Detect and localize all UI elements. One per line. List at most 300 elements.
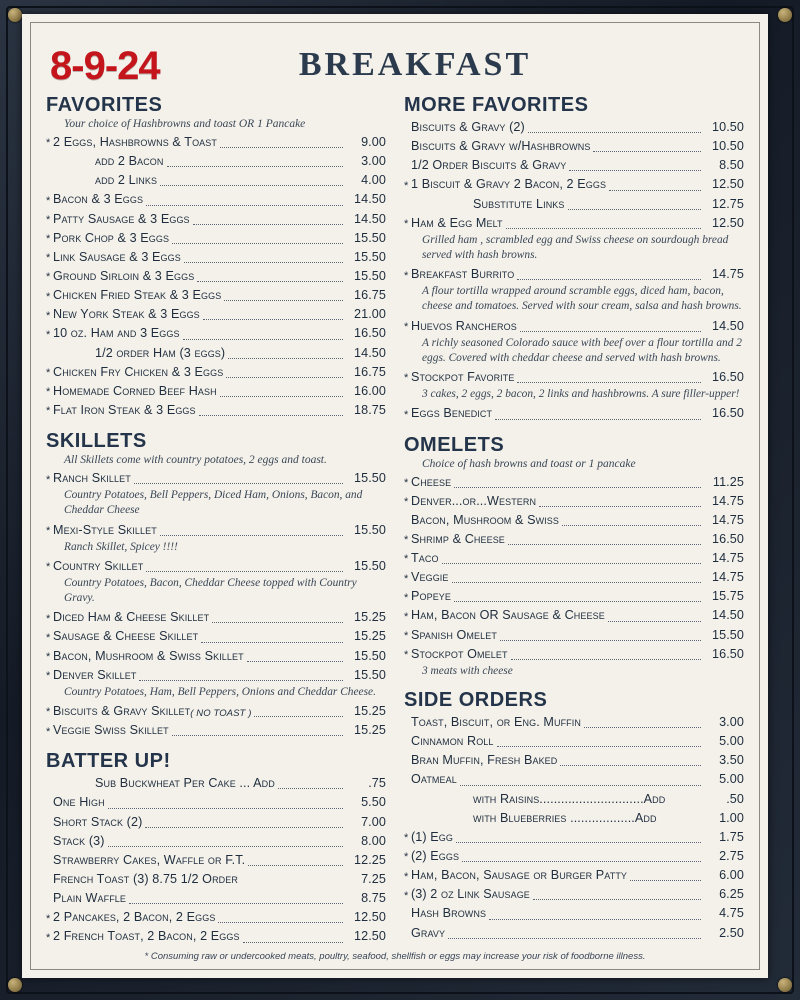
leader-dots: [495, 418, 701, 420]
menu-item-description: A flour tortilla wrapped around scramble eggs, diced ham, bacon, cheese and tomatoes. Served with sour cream, salsa and hash browns.: [422, 285, 742, 313]
asterisk-marker: *: [46, 524, 51, 537]
leader-dots: [108, 807, 343, 809]
leader-dots: [668, 804, 701, 805]
menu-item-name: Country Skillet: [53, 558, 144, 573]
asterisk-marker: *: [46, 473, 51, 486]
menu-item-price: 8.00: [361, 833, 386, 848]
menu-item-name: Bran Muffin, Fresh Baked: [411, 753, 558, 768]
menu-item: [404, 770, 744, 789]
menu-item-price: 8.75: [361, 891, 386, 906]
right-column: [404, 92, 744, 947]
menu-item-price: 16.50: [711, 531, 744, 546]
menu-item-name: Diced Ham & Cheese Skillet: [53, 610, 210, 625]
menu-item: [46, 229, 386, 248]
section-heading-favorites: FAVORITES: [46, 94, 163, 116]
leader-dots: [247, 660, 343, 662]
leader-dots: [520, 330, 701, 332]
menu-item: [46, 793, 386, 812]
menu-item: [404, 317, 744, 336]
menu-item-price: 15.50: [353, 667, 386, 682]
menu-item: [46, 286, 386, 305]
leader-dots: [224, 299, 343, 301]
menu-item: [46, 557, 386, 576]
menu-item-name: Ham, Bacon OR Sausage & Cheese: [411, 608, 605, 623]
leader-dots: [183, 338, 343, 340]
menu-item-description: Ranch Skillet, Spicey !!!!: [64, 540, 178, 553]
menu-item-name: Hash Browns: [411, 906, 487, 921]
menu-columns: [46, 86, 744, 947]
menu-item-price: 4.00: [361, 173, 386, 188]
menu-item-price: 12.50: [353, 910, 386, 925]
page-title: BREAKFAST: [298, 46, 532, 83]
menu-item: [46, 889, 386, 908]
menu-item-name: Chicken Fried Steak & 3 Eggs: [53, 288, 222, 303]
menu-item-price: 15.50: [353, 471, 386, 486]
asterisk-marker: *: [46, 309, 51, 322]
leader-dots: [568, 208, 701, 210]
menu-item-name: 1/2 order Ham (3 eggs): [95, 345, 226, 360]
menu-item: [46, 774, 386, 793]
menu-item: [46, 927, 386, 946]
menu-item-name: New York Steak & 3 Eggs: [53, 307, 200, 322]
menu-item-description: Country Potatoes, Bell Peppers, Diced Ham, Onions, Bacon, and Cheddar Cheese: [64, 489, 363, 517]
menu-item-name: (1) Egg: [411, 829, 453, 844]
menu-item: [46, 666, 386, 685]
menu-item-name: Pork Chop & 3 Eggs: [53, 230, 170, 245]
asterisk-marker: *: [46, 271, 51, 284]
batter-up-list: [46, 774, 386, 946]
leader-dots: [584, 726, 701, 728]
menu-item: [46, 832, 386, 851]
menu-item-name: Shrimp & Cheese: [411, 531, 505, 546]
leader-dots: [160, 534, 343, 536]
menu-item-price: 16.50: [711, 370, 744, 385]
asterisk-marker: *: [46, 561, 51, 574]
menu-item-price: 6.25: [719, 887, 744, 902]
leader-dots: [184, 261, 343, 263]
asterisk-marker: *: [404, 476, 409, 489]
menu-item: [46, 608, 386, 627]
leader-dots: [593, 150, 701, 152]
menu-item-name: Flat Iron Steak & 3 Eggs: [53, 402, 196, 417]
disclaimer-footer: * Consuming raw or undercooked meats, poultry, seafood, shellfish or eggs may increase your risk of foodborne illness.: [144, 951, 646, 962]
omelets-note: Choice of hash browns and toast or 1 pancake: [422, 457, 636, 470]
menu-item-name: Denver Skillet: [53, 667, 137, 682]
menu-item: [404, 751, 744, 770]
left-column: [46, 92, 386, 947]
menu-item: [404, 404, 744, 423]
menu-item-price: 10.50: [711, 139, 744, 154]
menu-item-price: 12.25: [353, 852, 386, 867]
menu-item: [46, 702, 386, 721]
leader-dots: [460, 784, 701, 786]
menu-item-price: 15.50: [353, 558, 386, 573]
menu-item: [404, 809, 744, 828]
menu-item-price: 15.75: [711, 589, 744, 604]
asterisk-marker: *: [404, 610, 409, 623]
leader-dots: [454, 600, 701, 602]
leader-dots: [212, 621, 343, 623]
asterisk-marker: *: [404, 870, 409, 883]
menu-item-price: 5.50: [361, 795, 386, 810]
leader-dots: [254, 715, 343, 717]
leader-dots: [108, 845, 343, 847]
menu-item: [404, 137, 744, 156]
asterisk-marker: *: [404, 321, 409, 334]
menu-item-name: French Toast (3) 8.75 1/2 Order: [53, 872, 238, 887]
menu-item-name: Cheese: [411, 474, 452, 489]
menu-item: [46, 647, 386, 666]
leader-dots: [248, 864, 343, 866]
menu-item: [404, 904, 744, 923]
menu-item-name: add 2 Links: [95, 173, 158, 188]
asterisk-marker: *: [46, 137, 51, 150]
leader-dots: [172, 242, 343, 244]
leader-dots: [197, 280, 343, 282]
menu-item-price: 16.75: [353, 364, 386, 379]
leader-dots: [241, 884, 343, 885]
asterisk-marker: *: [46, 290, 51, 303]
leader-dots: [228, 357, 343, 359]
menu-item-price: 3.50: [719, 753, 744, 768]
menu-item-price: 15.50: [353, 230, 386, 245]
menu-item-price: 1.75: [719, 829, 744, 844]
menu-item-price: 15.50: [711, 627, 744, 642]
rivet-bottom-right: [778, 978, 792, 992]
asterisk-marker: *: [404, 534, 409, 547]
leader-dots: [562, 524, 701, 526]
menu-item-name: 1/2 Order Biscuits & Gravy: [411, 158, 567, 173]
menu-item-name: Huevos Rancheros: [411, 318, 517, 333]
menu-item-price: 15.25: [353, 610, 386, 625]
menu-item-description: A richly seasoned Colorado sauce with beef over a flour tortilla and 2 eggs. Covered with cheddar cheese and served with hash browns.: [422, 336, 742, 364]
asterisk-marker: *: [404, 408, 409, 421]
menu-item-price: 14.75: [711, 512, 744, 527]
asterisk-marker: *: [404, 179, 409, 192]
menu-item-price: 14.75: [711, 267, 744, 282]
menu-item-price: 14.75: [711, 570, 744, 585]
section-heading-batter-up: BATTER UP!: [46, 750, 171, 773]
menu-item-price: 12.50: [711, 177, 744, 192]
menu-item-description: 3 meats with cheese: [422, 664, 513, 677]
section-heading-omelets: OMELETS: [404, 433, 505, 456]
leader-dots: [160, 184, 343, 186]
menu-item-name: Sub Buckwheat Per Cake ... Add: [95, 776, 275, 791]
leader-dots: [442, 562, 701, 564]
menu-item-name: Chicken Fry Chicken & 3 Eggs: [53, 364, 224, 379]
menu-item: [404, 511, 744, 530]
menu-item-name: One High: [53, 795, 105, 810]
menu-item-price: 5.00: [719, 772, 744, 787]
menu-item: [404, 214, 744, 233]
menu-item-price: 3.00: [719, 715, 744, 730]
asterisk-marker: *: [46, 931, 51, 944]
leader-dots: [500, 639, 701, 641]
favorites-list: [46, 133, 386, 420]
leader-dots: [452, 581, 701, 583]
asterisk-marker: *: [46, 631, 51, 644]
leader-dots: [511, 658, 701, 660]
menu-item: [404, 492, 744, 511]
asterisk-marker: *: [404, 572, 409, 585]
menu-item-price: 15.25: [353, 704, 386, 719]
leader-dots: [220, 146, 343, 148]
menu-item-name: Stockpot Omelet: [411, 646, 508, 661]
asterisk-marker: *: [404, 269, 409, 282]
leader-dots: [129, 902, 343, 904]
menu-item-name: Spanish Omelet: [411, 627, 497, 642]
asterisk-marker: *: [404, 372, 409, 385]
asterisk-marker: *: [46, 651, 51, 664]
menu-item: [404, 175, 744, 194]
menu-item-price: 14.50: [711, 608, 744, 623]
leader-dots: [517, 381, 701, 383]
asterisk-marker: *: [46, 233, 51, 246]
menu-item: [46, 171, 386, 190]
menu-item: [404, 587, 744, 606]
asterisk-marker: *: [46, 328, 51, 341]
menu-item-name: 1 Biscuit & Gravy 2 Bacon, 2 Eggs: [411, 177, 607, 192]
leader-dots: [508, 543, 701, 545]
menu-item: [404, 828, 744, 847]
menu-item: [46, 521, 386, 540]
side-orders-list: [404, 713, 744, 943]
leader-dots: [220, 395, 343, 397]
skillets-note: All Skillets come with country potatoes, 2 eggs and toast.: [64, 454, 327, 467]
rivet-bottom-left: [8, 978, 22, 992]
menu-item-price: 15.50: [353, 522, 386, 537]
leader-dots: [660, 823, 701, 824]
omelets-list: [404, 473, 744, 680]
menu-item-price: 16.50: [711, 646, 744, 661]
menu-item-name: Link Sausage & 3 Eggs: [53, 249, 181, 264]
asterisk-marker: *: [46, 194, 51, 207]
leader-dots: [506, 227, 701, 229]
more-favorites-list: [404, 118, 744, 424]
menu-item-name: Ranch Skillet: [53, 471, 131, 486]
leader-dots: [560, 764, 701, 766]
leader-dots: [489, 918, 701, 920]
leader-dots: [462, 860, 701, 862]
leader-dots: [517, 278, 701, 280]
asterisk-marker: *: [46, 367, 51, 380]
menu-item-price: 16.50: [353, 326, 386, 341]
menu-item: [46, 870, 386, 889]
menu-item-name: Patty Sausage & 3 Eggs: [53, 211, 190, 226]
menu-item: [46, 469, 386, 488]
menu-item-price: 6.00: [719, 868, 744, 883]
date-stamp: 8-9-24: [50, 44, 160, 88]
menu-item-name: Denver...or...Western: [411, 493, 537, 508]
menu-item: [46, 908, 386, 927]
leader-dots: [139, 679, 343, 681]
menu-item-name: Oatmeal: [411, 772, 457, 787]
leader-dots: [448, 937, 701, 939]
leader-dots: [146, 570, 343, 572]
menu-item-price: 3.00: [361, 154, 386, 169]
menu-item-price: 18.75: [353, 402, 386, 417]
asterisk-marker: *: [46, 386, 51, 399]
menu-item-description: Country Potatoes, Ham, Bell Peppers, Onions and Cheddar Cheese.: [64, 685, 376, 698]
menu-item: [46, 344, 386, 363]
menu-item: [404, 368, 744, 387]
menu-item-name: add 2 Bacon: [95, 154, 164, 169]
menu-item: [404, 713, 744, 732]
asterisk-marker: *: [46, 405, 51, 418]
menu-item-price: 16.75: [353, 288, 386, 303]
menu-item: [46, 363, 386, 382]
asterisk-marker: *: [46, 670, 51, 683]
leader-dots: [539, 505, 701, 507]
leader-dots: [456, 841, 701, 843]
leader-dots: [528, 131, 701, 133]
menu-item: [404, 118, 744, 137]
menu-item-name: 10 oz. Ham and 3 Eggs: [53, 326, 180, 341]
menu-item: [404, 156, 744, 175]
menu-page: [22, 14, 768, 978]
menu-item-name: (3) 2 oz Link Sausage: [411, 887, 530, 902]
leader-dots: [226, 376, 343, 378]
menu-item-name: Sausage & Cheese Skillet: [53, 629, 199, 644]
asterisk-marker: *: [404, 832, 409, 845]
menu-item-name: Biscuits & Gravy Skillet: [53, 704, 191, 719]
menu-item-name: 2 French Toast, 2 Bacon, 2 Eggs: [53, 929, 240, 944]
leader-dots: [134, 482, 343, 484]
menu-item-name: Bacon, Mushroom & Swiss: [411, 512, 559, 527]
menu-item: [404, 885, 744, 904]
menu-item: [404, 732, 744, 751]
menu-item-price: .50: [726, 791, 744, 806]
leader-dots: [609, 189, 701, 191]
menu-item: [46, 813, 386, 832]
menu-item-name: Eggs Benedict: [411, 406, 493, 421]
menu-item-name: Mexi-Style Skillet: [53, 522, 157, 537]
menu-item-name: Ham & Egg Melt: [411, 215, 503, 230]
menu-item: [46, 267, 386, 286]
menu-item-name: Stack (3): [53, 833, 105, 848]
menu-item-name: Gravy: [411, 925, 446, 940]
section-heading-more-favorites: MORE FAVORITES: [404, 94, 589, 116]
leader-dots: [533, 898, 701, 900]
leader-dots: [172, 734, 343, 736]
asterisk-marker: *: [46, 912, 51, 925]
leader-dots: [243, 941, 343, 943]
menu-item: [404, 790, 744, 809]
menu-item-price: 14.50: [353, 192, 386, 207]
asterisk-marker: *: [46, 213, 51, 226]
menu-item-price: 21.00: [353, 307, 386, 322]
asterisk-marker: *: [404, 889, 409, 902]
menu-item-name: 2 Eggs, Hashbrowns & Toast: [53, 135, 217, 149]
menu-item-price: 11.25: [712, 474, 744, 489]
menu-item-price: 5.00: [719, 734, 744, 749]
leader-dots: [218, 921, 343, 923]
menu-item: [46, 627, 386, 646]
menu-item-description: Grilled ham , scrambled egg and Swiss cheese on sourdough bread served with hash browns.: [422, 233, 729, 261]
menu-item-price: 7.00: [361, 814, 386, 829]
asterisk-marker: *: [46, 706, 51, 719]
menu-item-name: Plain Waffle: [53, 891, 126, 906]
menu-item-price: 15.50: [353, 648, 386, 663]
menu-item-price: 7.25: [361, 872, 386, 887]
leader-dots: [193, 223, 343, 225]
leader-dots: [167, 165, 343, 167]
leader-dots: [145, 826, 343, 828]
menu-item: [404, 195, 744, 214]
menu-item-name: Cinnamon Roll: [411, 734, 494, 749]
menu-item: [46, 324, 386, 343]
leader-dots: [608, 620, 701, 622]
menu-item: [46, 305, 386, 324]
menu-item-name: with Raisins.............................Add: [473, 791, 666, 806]
favorites-note: Your choice of Hashbrowns and toast OR 1 Pancake: [64, 118, 306, 130]
menu-item: [46, 382, 386, 401]
menu-item-name: Veggie: [411, 570, 449, 585]
menu-item-price: .75: [368, 776, 386, 791]
leader-dots: [146, 204, 343, 206]
menu-item-name: Stockpot Favorite: [411, 370, 515, 385]
leader-dots: [630, 879, 701, 881]
menu-item: [404, 473, 744, 492]
menu-item-name: Popeye: [411, 589, 452, 604]
menu-item: [46, 190, 386, 209]
asterisk-marker: *: [404, 553, 409, 566]
menu-item-price: 12.75: [711, 196, 744, 211]
menu-item-price: 14.50: [353, 211, 386, 226]
menu-item-price: 14.50: [711, 318, 744, 333]
menu-item-price: 12.50: [353, 929, 386, 944]
menu-item-price: 14.50: [353, 345, 386, 360]
menu-item-price: 2.50: [719, 925, 744, 940]
menu-item-name: Homemade Corned Beef Hash: [53, 383, 217, 398]
menu-item: [404, 549, 744, 568]
menu-item: [404, 924, 744, 943]
menu-item: [404, 568, 744, 587]
asterisk-marker: *: [404, 630, 409, 643]
menu-item: [404, 626, 744, 645]
menu-item-name: Taco: [411, 551, 439, 566]
rivet-top-right: [778, 8, 792, 22]
menu-item-name: Biscuits & Gravy w/Hashbrowns: [411, 139, 591, 154]
menu-item-name: with Blueberries ..................Add: [473, 810, 657, 825]
section-heading-side-orders: SIDE ORDERS: [404, 689, 548, 712]
menu-item: [404, 265, 744, 284]
menu-item: [46, 401, 386, 420]
menu-item-price: 1.00: [719, 810, 744, 825]
leader-dots: [454, 486, 701, 488]
menu-item-price: 15.25: [353, 629, 386, 644]
menu-item-note: ( NO TOAST ): [190, 707, 252, 719]
menu-item-description: 3 cakes, 2 eggs, 2 bacon, 2 links and hashbrowns. A sure filler-upper!: [422, 388, 740, 401]
menu-item-price: 15.25: [353, 723, 386, 738]
asterisk-marker: *: [404, 496, 409, 509]
menu-item: [46, 248, 386, 267]
leader-dots: [278, 787, 343, 789]
menu-item-price: 10.50: [711, 120, 744, 134]
menu-item-price: 15.50: [353, 249, 386, 264]
leader-dots: [199, 414, 343, 416]
asterisk-marker: *: [46, 252, 51, 265]
menu-item-name: Breakfast Burrito: [411, 267, 515, 282]
menu-item-price: 2.75: [719, 849, 744, 864]
menu-item: [404, 606, 744, 625]
leader-dots: [497, 745, 702, 747]
menu-item-name: Bacon & 3 Eggs: [53, 192, 144, 207]
menu-item: [46, 721, 386, 740]
rivet-top-left: [8, 8, 22, 22]
asterisk-marker: *: [46, 612, 51, 625]
menu-item: [404, 645, 744, 664]
